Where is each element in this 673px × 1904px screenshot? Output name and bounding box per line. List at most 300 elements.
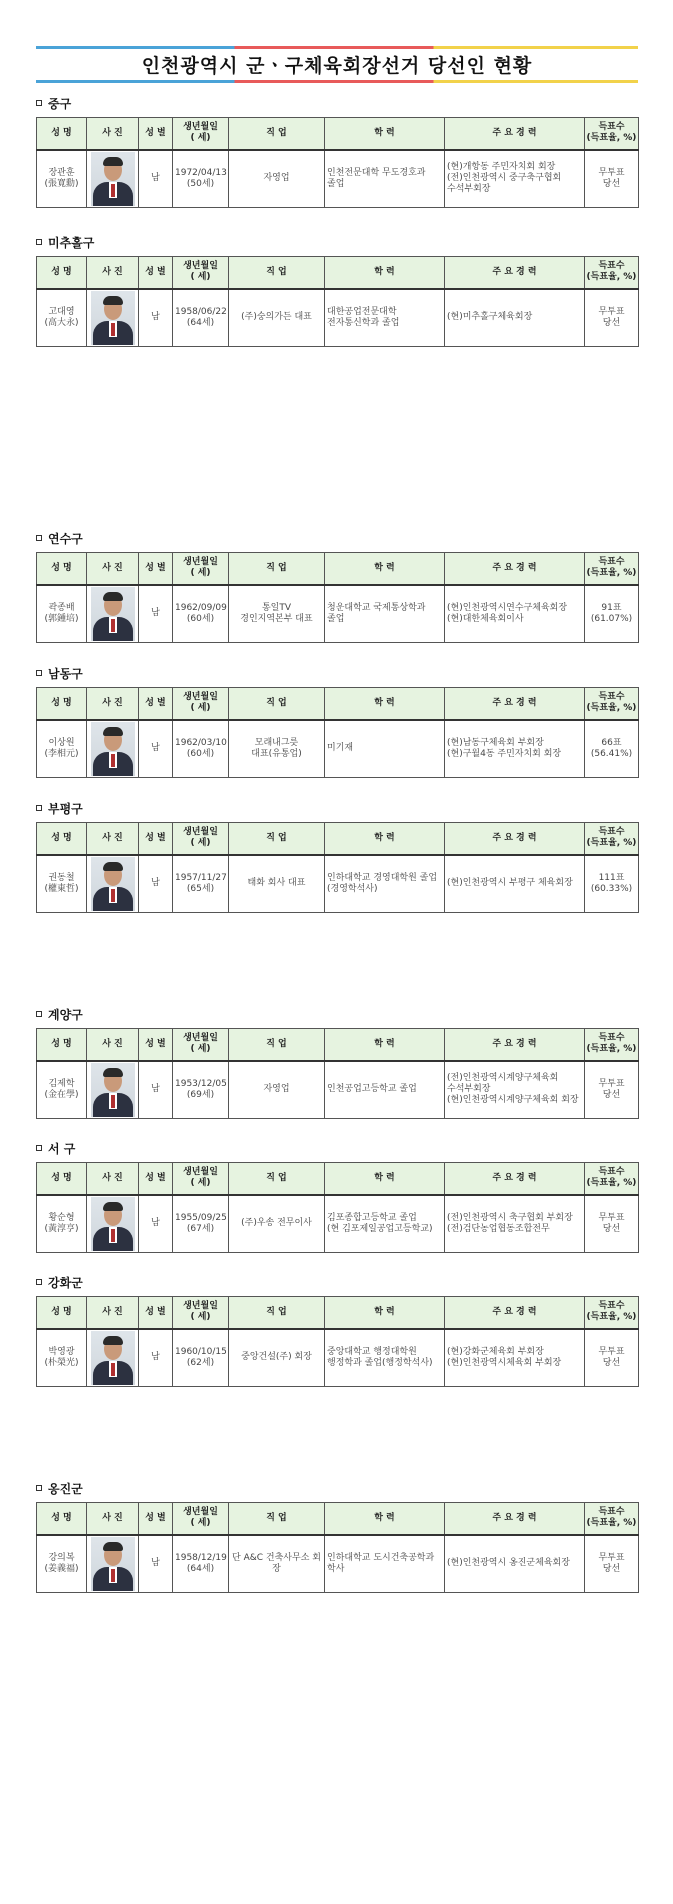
header-label: 직 업 (266, 832, 287, 843)
education-text: 김포종합고등학교 졸업 (327, 1212, 417, 1223)
votes-text: 무투표 (598, 1212, 625, 1223)
name-cell (37, 289, 87, 347)
column-header (229, 1503, 325, 1535)
header-label: 학 력 (374, 266, 395, 277)
tie-shape (111, 184, 115, 197)
winner-table (36, 552, 639, 643)
district-name: 계양구 (48, 1007, 83, 1022)
name-text: (李相元) (44, 748, 79, 759)
education-cell (325, 289, 445, 347)
career-cell (445, 855, 585, 913)
district-heading (36, 1137, 638, 1159)
header-label: 득표수 (598, 557, 625, 568)
header-label: 학 력 (374, 127, 395, 138)
header-label: 사 진 (102, 697, 123, 708)
header-label: ( 세) (190, 703, 211, 714)
column-header (585, 1163, 639, 1195)
header-row (37, 823, 639, 855)
column-header (229, 688, 325, 720)
column-header (37, 1163, 87, 1195)
table-row (37, 289, 639, 347)
job-text: 자영업 (263, 1084, 290, 1095)
gender-cell: 남 (139, 585, 173, 643)
votes-text: 무투표 (598, 1552, 625, 1563)
header-label: 득표수 (598, 1507, 625, 1518)
district-heading (36, 527, 638, 549)
column-header (585, 1503, 639, 1535)
job-cell (229, 1195, 325, 1253)
table-row (37, 720, 639, 778)
career-text: (현)남동구체육회 부회장 (447, 737, 544, 748)
name-text: 이상원 (48, 737, 75, 748)
column-header (37, 688, 87, 720)
votes-cell (585, 1535, 639, 1593)
header-label: (득표율, %) (586, 133, 637, 144)
education-text: (경영학석사) (327, 883, 378, 894)
column-header (325, 118, 445, 150)
job-cell (229, 1329, 325, 1387)
header-label: 성 명 (51, 1512, 72, 1523)
career-text: 수석부회장 (447, 1084, 491, 1095)
header-label: 성 명 (51, 1306, 72, 1317)
photo-cell (87, 585, 139, 643)
header-label: 득표수 (598, 261, 625, 272)
column-header (139, 118, 173, 150)
birth-cell (173, 720, 229, 778)
header-label: 직 업 (266, 127, 287, 138)
header-label: 직 업 (266, 697, 287, 708)
career-cell (445, 289, 585, 347)
hair-shape (103, 1336, 123, 1345)
name-cell (37, 150, 87, 208)
name-text: 고대영 (48, 306, 75, 317)
header-label: 성 명 (51, 562, 72, 573)
hair-shape (103, 1542, 123, 1551)
table-row (37, 150, 639, 208)
district-section (36, 1003, 638, 1119)
column-header (585, 1297, 639, 1329)
education-text: 인천전문대학 무도경호과 (327, 167, 426, 178)
photo-cell (87, 1061, 139, 1119)
votes-cell (585, 1329, 639, 1387)
header-label: 직 업 (266, 1306, 287, 1317)
education-text: 전자통신학과 졸업 (327, 317, 400, 328)
name-text: 김제학 (48, 1078, 75, 1089)
column-header (229, 118, 325, 150)
square-bullet-icon (36, 535, 42, 541)
header-label: 생년월일 (183, 1301, 218, 1312)
winner-table (36, 1162, 639, 1253)
column-header (37, 823, 87, 855)
column-header (139, 553, 173, 585)
column-header (87, 118, 139, 150)
header-label: 성 별 (145, 562, 166, 573)
header-label: ( 세) (190, 838, 211, 849)
header-label: 생년월일 (183, 122, 218, 133)
header-label: 학 력 (374, 562, 395, 573)
hair-shape (103, 862, 123, 871)
header-label: 사 진 (102, 1306, 123, 1317)
column-header (229, 553, 325, 585)
header-row (37, 1029, 639, 1061)
career-text: (현)인천광역시계양구체육회 회장 (447, 1095, 579, 1106)
gender-cell: 남 (139, 720, 173, 778)
header-label: 득표수 (598, 122, 625, 133)
column-header (445, 1503, 585, 1535)
gender-cell: 남 (139, 289, 173, 347)
name-cell (37, 585, 87, 643)
education-cell (325, 1329, 445, 1387)
header-label: 주 요 경 력 (492, 562, 537, 573)
district-section (36, 92, 638, 208)
photo-cell (87, 1195, 139, 1253)
square-bullet-icon (36, 239, 42, 245)
votes-text: 66표 (601, 737, 622, 748)
career-text: (전)인천광역시계양구체육회 (447, 1073, 559, 1084)
career-text: (현)인천광역시 옹진군체육회장 (447, 1558, 570, 1569)
career-cell (445, 150, 585, 208)
header-row (37, 1503, 639, 1535)
education-cell (325, 585, 445, 643)
career-text: 수석부회장 (447, 184, 491, 195)
header-label: 생년월일 (183, 827, 218, 838)
header-row (37, 118, 639, 150)
table-row (37, 1195, 639, 1253)
portrait-photo (91, 291, 135, 345)
district-section (36, 1271, 638, 1387)
column-header (445, 1297, 585, 1329)
column-header (173, 553, 229, 585)
district-heading (36, 797, 638, 819)
birth-cell (173, 289, 229, 347)
birth-text: 1962/09/09 (175, 602, 227, 613)
birth-text: (60세) (186, 748, 215, 759)
career-text: (전)인천광역시 중구축구협회 (447, 173, 562, 184)
votes-cell (585, 150, 639, 208)
header-label: 사 진 (102, 1172, 123, 1183)
votes-text: 111표 (598, 872, 625, 883)
header-label: 성 별 (145, 1172, 166, 1183)
header-label: 성 별 (145, 1512, 166, 1523)
winner-table (36, 117, 639, 208)
name-text: 곽종배 (48, 602, 75, 613)
votes-text: 당선 (602, 1223, 621, 1234)
photo-cell (87, 1535, 139, 1593)
birth-text: (50세) (186, 178, 215, 189)
header-label: 성 별 (145, 697, 166, 708)
column-header (173, 1297, 229, 1329)
column-header (37, 118, 87, 150)
header-label: 학 력 (374, 832, 395, 843)
education-cell (325, 150, 445, 208)
header-label: 성 명 (51, 266, 72, 277)
portrait-photo (91, 152, 135, 206)
column-header (87, 688, 139, 720)
career-text: (현)인천광역시체육회 부회장 (447, 1357, 562, 1368)
header-row (37, 257, 639, 289)
votes-text: (61.07%) (590, 613, 633, 624)
header-label: 성 별 (145, 266, 166, 277)
column-header (229, 257, 325, 289)
header-label: (득표율, %) (586, 1312, 637, 1323)
career-text: (현)대한체육회이사 (447, 613, 524, 624)
table-row (37, 1061, 639, 1119)
header-label: (득표율, %) (586, 1044, 637, 1055)
column-header (139, 1297, 173, 1329)
hair-shape (103, 157, 123, 166)
header-label: 득표수 (598, 692, 625, 703)
column-header (87, 1503, 139, 1535)
district-name: 중구 (48, 96, 72, 111)
birth-text: (62세) (186, 1357, 215, 1368)
hair-shape (103, 1068, 123, 1077)
career-cell (445, 585, 585, 643)
header-label: 사 진 (102, 127, 123, 138)
header-label: (득표율, %) (586, 568, 637, 579)
job-cell (229, 585, 325, 643)
header-row (37, 1163, 639, 1195)
photo-cell (87, 720, 139, 778)
education-text: 졸업 (327, 613, 345, 624)
header-label: 득표수 (598, 1033, 625, 1044)
column-header (585, 1029, 639, 1061)
portrait-photo (91, 722, 135, 776)
district-section (36, 662, 638, 778)
hair-shape (103, 296, 123, 305)
column-header (229, 823, 325, 855)
district-heading (36, 1003, 638, 1025)
votes-text: 당선 (602, 1357, 621, 1368)
name-text: (高大永) (44, 317, 79, 328)
education-text: 대한공업전문대학 (327, 306, 397, 317)
education-cell (325, 720, 445, 778)
career-text: (현)구월4동 주민자치회 회장 (447, 748, 562, 759)
birth-text: 1957/11/27 (175, 872, 227, 883)
career-text: (현)강화군체육회 부회장 (447, 1346, 544, 1357)
portrait-photo (91, 587, 135, 641)
page-title: 인천광역시 군ㆍ구체육회장선거 당선인 현황 (141, 55, 533, 77)
birth-text: 1960/10/15 (175, 1346, 227, 1357)
portrait-photo (91, 857, 135, 911)
square-bullet-icon (36, 1145, 42, 1151)
header-label: 득표수 (598, 827, 625, 838)
header-label: ( 세) (190, 1044, 211, 1055)
column-header (229, 1297, 325, 1329)
career-text: (현)인천광역시연수구체육회장 (447, 602, 568, 613)
header-label: (득표율, %) (586, 1518, 637, 1529)
winner-table (36, 1296, 639, 1387)
district-section (36, 231, 638, 347)
birth-text: 1955/09/25 (175, 1212, 227, 1223)
birth-cell (173, 1061, 229, 1119)
job-text: 중앙건설(주) 회장 (241, 1352, 312, 1363)
header-label: 성 명 (51, 832, 72, 843)
name-cell (37, 855, 87, 913)
photo-cell (87, 289, 139, 347)
birth-cell (173, 1195, 229, 1253)
winner-table (36, 687, 639, 778)
career-text: (전)검단농업협동조합전무 (447, 1223, 550, 1234)
column-header (37, 1297, 87, 1329)
table-row (37, 855, 639, 913)
header-label: 성 명 (51, 697, 72, 708)
header-label: 직 업 (266, 1512, 287, 1523)
column-header (139, 1503, 173, 1535)
header-label: 성 별 (145, 127, 166, 138)
education-cell (325, 1195, 445, 1253)
column-header (445, 257, 585, 289)
column-header (585, 553, 639, 585)
portrait-photo (91, 1063, 135, 1117)
header-label: 사 진 (102, 562, 123, 573)
gender-cell: 남 (139, 1061, 173, 1119)
column-header (87, 257, 139, 289)
column-header (87, 1163, 139, 1195)
tie-shape (111, 1095, 115, 1108)
job-cell (229, 720, 325, 778)
column-header (87, 553, 139, 585)
column-header (325, 823, 445, 855)
votes-text: 당선 (602, 1089, 621, 1100)
column-header (37, 257, 87, 289)
votes-text: 무투표 (598, 167, 625, 178)
header-label: 학 력 (374, 1038, 395, 1049)
column-header (585, 688, 639, 720)
job-cell (229, 1061, 325, 1119)
column-header (229, 1163, 325, 1195)
birth-cell (173, 855, 229, 913)
name-text: (黃淳亨) (44, 1223, 79, 1234)
votes-text: 무투표 (598, 1346, 625, 1357)
gender-cell: 남 (139, 1535, 173, 1593)
name-cell (37, 1329, 87, 1387)
birth-text: (67세) (186, 1223, 215, 1234)
district-name: 남동구 (48, 666, 83, 681)
header-label: 주 요 경 력 (492, 832, 537, 843)
name-text: (張寬勳) (44, 178, 79, 189)
tie-shape (111, 323, 115, 336)
birth-text: (65세) (186, 883, 215, 894)
column-header (445, 688, 585, 720)
career-text: (전)인천광역시 축구협회 부회장 (447, 1212, 573, 1223)
column-header (325, 1163, 445, 1195)
name-text: (權東哲) (44, 883, 79, 894)
education-text: 행정학과 졸업(행정학석사) (327, 1357, 433, 1368)
district-name: 옹진군 (48, 1481, 83, 1496)
photo-cell (87, 150, 139, 208)
portrait-photo (91, 1197, 135, 1251)
birth-text: 1958/06/22 (175, 306, 227, 317)
header-label: (득표율, %) (586, 703, 637, 714)
column-header (87, 1029, 139, 1061)
education-text: 청운대학교 국제통상학과 (327, 602, 426, 613)
column-header (325, 1029, 445, 1061)
column-header (139, 823, 173, 855)
header-label: 성 별 (145, 1306, 166, 1317)
column-header (173, 823, 229, 855)
votes-text: (56.41%) (590, 748, 633, 759)
tie-shape (111, 889, 115, 902)
career-cell (445, 1195, 585, 1253)
job-cell (229, 289, 325, 347)
votes-cell (585, 720, 639, 778)
column-header (37, 553, 87, 585)
education-cell (325, 855, 445, 913)
column-header (445, 1163, 585, 1195)
birth-text: (69세) (186, 1089, 215, 1100)
header-label: 주 요 경 력 (492, 1306, 537, 1317)
square-bullet-icon (36, 670, 42, 676)
education-text: 졸업 (327, 178, 345, 189)
votes-text: 무투표 (598, 1078, 625, 1089)
career-cell (445, 1535, 585, 1593)
birth-cell (173, 1535, 229, 1593)
district-name: 연수구 (48, 531, 83, 546)
header-label: 사 진 (102, 1512, 123, 1523)
column-header (87, 1297, 139, 1329)
gender-cell: 남 (139, 150, 173, 208)
column-header (139, 1163, 173, 1195)
name-cell (37, 1195, 87, 1253)
header-label: 학 력 (374, 1306, 395, 1317)
career-text: (현)개항동 주민자치회 회장 (447, 162, 556, 173)
header-label: 사 진 (102, 266, 123, 277)
career-text: (현)미추홀구체육회장 (447, 312, 533, 323)
job-text: 태화 회사 대표 (247, 878, 306, 889)
name-cell (37, 1061, 87, 1119)
header-label: (득표율, %) (586, 1178, 637, 1189)
birth-text: 1962/03/10 (175, 737, 227, 748)
district-name: 미추홀구 (48, 235, 95, 250)
header-label: 주 요 경 력 (492, 266, 537, 277)
birth-text: 1958/12/19 (175, 1552, 227, 1563)
header-label: ( 세) (190, 568, 211, 579)
birth-cell (173, 585, 229, 643)
job-text: 경인지역본부 대표 (240, 613, 313, 624)
header-row (37, 553, 639, 585)
header-label: ( 세) (190, 1518, 211, 1529)
header-label: 학 력 (374, 697, 395, 708)
header-label: 주 요 경 력 (492, 1038, 537, 1049)
column-header (173, 688, 229, 720)
job-text: (주)숭의가든 대표 (241, 312, 312, 323)
career-cell (445, 1061, 585, 1119)
career-cell (445, 1329, 585, 1387)
column-header (325, 553, 445, 585)
votes-cell (585, 1195, 639, 1253)
education-cell (325, 1061, 445, 1119)
name-text: (郭鍾培) (44, 613, 79, 624)
header-label: 직 업 (266, 1172, 287, 1183)
birth-text: (60세) (186, 613, 215, 624)
square-bullet-icon (36, 1011, 42, 1017)
education-text: 인천공업고등학교 졸업 (327, 1084, 417, 1095)
header-label: 직 업 (266, 1038, 287, 1049)
column-header (37, 1029, 87, 1061)
name-text: 권동철 (48, 872, 75, 883)
winner-table (36, 1028, 639, 1119)
column-header (445, 118, 585, 150)
job-cell (229, 1535, 325, 1593)
votes-text: 무투표 (598, 306, 625, 317)
header-label: 득표수 (598, 1301, 625, 1312)
tie-shape (111, 754, 115, 767)
career-text: (현)인천광역시 부평구 체육회장 (447, 878, 573, 889)
header-label: 성 명 (51, 127, 72, 138)
column-header (87, 823, 139, 855)
job-text: 모래내그릇 (254, 737, 299, 748)
column-header (173, 257, 229, 289)
